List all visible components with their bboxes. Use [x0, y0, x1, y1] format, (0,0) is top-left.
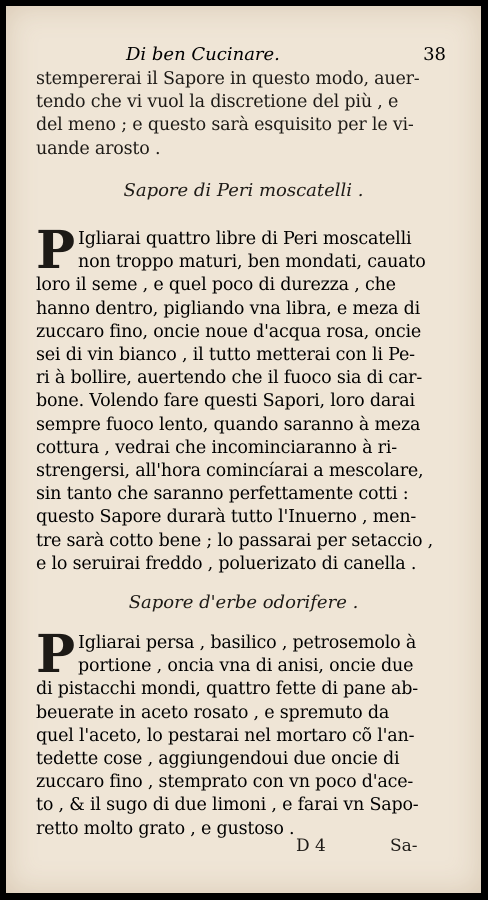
section-heading: Sapore d'erbe odorifere .	[128, 592, 359, 613]
running-title: Di ben Cucinare.	[126, 44, 280, 65]
text-line: retto molto grato , e gustoso .	[36, 818, 295, 839]
text-line: non troppo maturi, ben mondati, cauato	[78, 252, 426, 273]
text-line: questo Sapore durarà tutto l'Inuerno , men-	[36, 507, 417, 528]
text-line: quel l'aceto, lo pestarai nel mortaro cõ l'an-	[36, 725, 415, 746]
text-line: uande arosto .	[36, 138, 161, 159]
text-line: Igliarai quattro libre di Peri moscatelli	[78, 229, 412, 249]
text-line: sempre fuoco lento, quando saranno à meza	[36, 414, 421, 435]
text-line: zuccaro fino , stemprato con vn poco d'ace-	[36, 772, 414, 793]
text-line: ri à bollire, auertendo che il fuoco sia di car-	[36, 368, 423, 389]
text-line: e lo seruirai freddo , poluerizato di canella .	[36, 553, 417, 574]
text-line: to , & il sugo di due limoni , e farai vn Sapo-	[36, 795, 419, 816]
intro-paragraph	[36, 68, 446, 161]
text-line: tre sarà cotto bene ; lo passarai per setaccio ,	[36, 530, 434, 551]
text-line: zuccaro fino, oncie noue d'acqua rosa, oncie	[36, 321, 422, 342]
text-line: hanno dentro, pigliando vna libra, e meza di	[36, 298, 420, 319]
recipe-paragraph	[36, 624, 446, 841]
page-number: 38	[423, 44, 446, 65]
text-line: cottura , vedrai che incominciaranno à ri-	[36, 437, 397, 458]
section-heading: Sapore di Peri moscatelli .	[123, 180, 364, 201]
text-line: tedette cose , aggiungendoui due oncie di	[36, 749, 400, 770]
text-line: Igliarai persa , basilico , petrosemolo à	[78, 633, 417, 653]
drop-cap: P	[36, 624, 76, 685]
text-line: strengersi, all'hora comincíarai a mescolare,	[36, 461, 424, 482]
text-line: stempererai il Sapore in questo modo, auer-	[36, 69, 420, 89]
running-header	[126, 44, 446, 70]
text-line: beuerate in aceto rosato , e spremuto da	[36, 702, 390, 723]
book-page	[6, 6, 481, 893]
text-line: sei di vin bianco , il tutto metterai con li Pe-	[36, 345, 415, 366]
catchword: Sa-	[390, 836, 418, 856]
recipe-paragraph	[36, 220, 446, 576]
text-line: portione , oncia vna di anisi, oncie due	[78, 656, 414, 677]
drop-cap: P	[36, 220, 76, 281]
text-line: tendo che vi vuol la discretione del più , e	[36, 92, 399, 113]
text-line: del meno ; e questo sarà esquisito per le vi-	[36, 115, 414, 136]
signature-mark: D 4	[296, 836, 326, 856]
text-line: bone. Volendo fare questi Sapori, loro darai	[36, 391, 415, 412]
text-line: loro il seme , e quel poco di durezza , che	[36, 275, 396, 296]
text-line: sin tanto che saranno perfettamente cotti :	[36, 484, 409, 505]
text-line: di pistacchi mondi, quattro fette di pane ab-	[36, 679, 418, 700]
